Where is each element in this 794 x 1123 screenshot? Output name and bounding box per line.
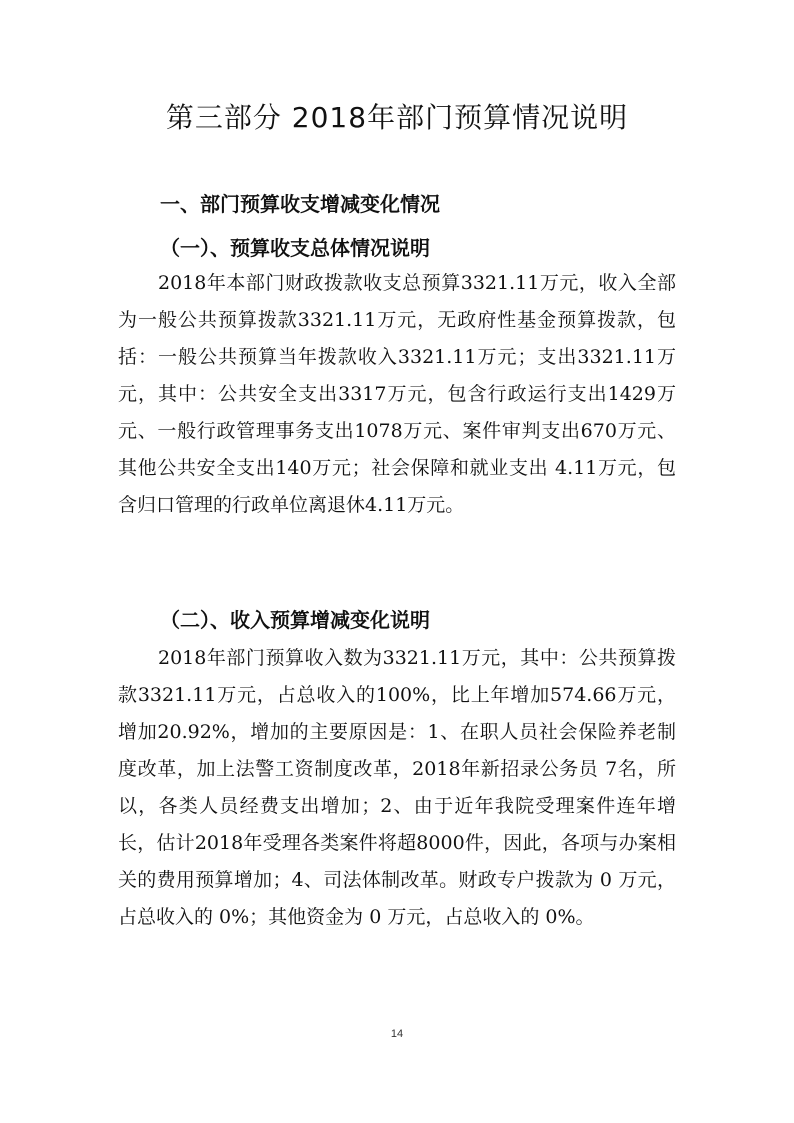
page-number: 14 (390, 1028, 404, 1040)
paragraph-income-changes: 2018年部门预算收入数为3321.11万元，其中：公共预算拨款3321.11万元，占总收入的100%，比上年增加574.66万元，增加20.92%，增加的主要原因是：1、在职人员社会保险养老制度改革，加上法警工资制度改革，2018年新招录公务员 7名，所以，各类人员经费支出增加；2、由于近年我院受理案件连年增长，估计2018年受理各类案件将超8000件，因此，各项与办案相关的费用预算增加；4、司法体制改革。财政专户拨款为 0 万元，占总收入的 0%；其他资金为 0 万元，占总收入的 0%。 (118, 647, 676, 928)
section-heading-budget-changes: 一、部门预算收支增减变化情况 (160, 192, 440, 216)
page-title: 第三部分 2018年部门预算情况说明 (165, 101, 629, 134)
subsection-heading-overall: （一）、预算收支总体情况说明 (160, 236, 430, 260)
subsection-heading-income-changes: （二）、收入预算增减变化说明 (160, 608, 430, 632)
paragraph-overall-budget: 2018年本部门财政拨款收支总预算3321.11万元，收入全部为一般公共预算拨款3321.11万元，无政府性基金预算拨款，包括：一般公共预算当年拨款收入3321.11万元；支出3321.11万元，其中：公共安全支出3317万元，包含行政运行支出1429万元、一般行政管理事务支出1078万元、案件审判支出670万元、其他公共安全支出140万元；社会保障和就业支出 4.11万元，包含归口管理的行政单位离退休4.11万元。 (118, 272, 676, 516)
